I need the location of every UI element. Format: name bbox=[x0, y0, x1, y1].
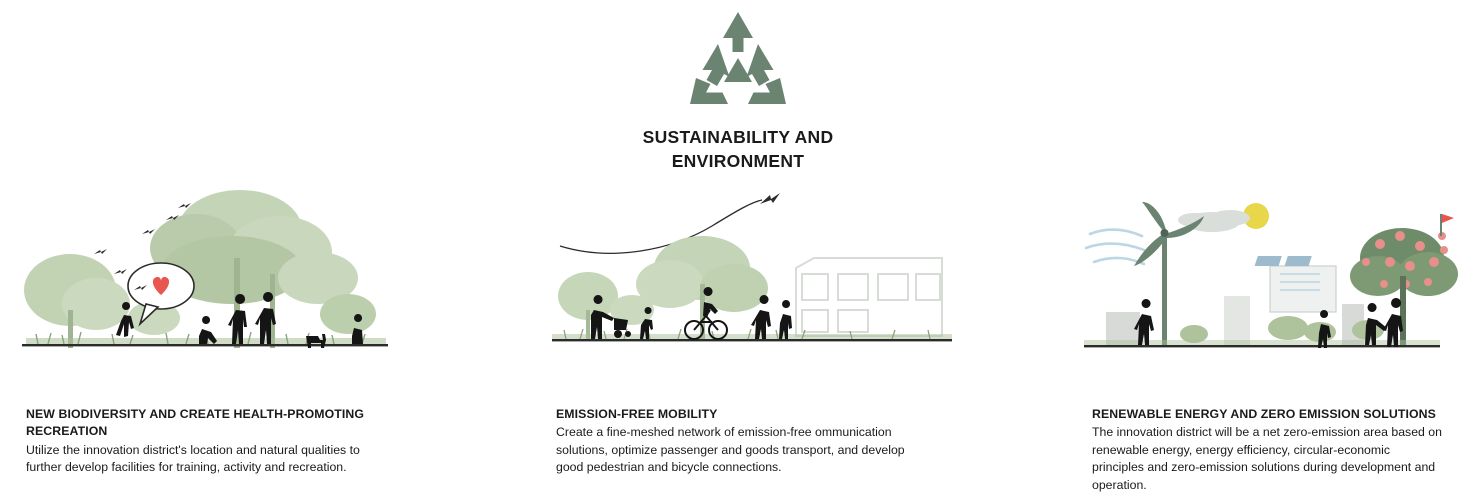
panel-renewable-energy bbox=[984, 178, 1476, 500]
illustration-emission-free-mobility bbox=[552, 192, 1044, 384]
recycle-icon bbox=[684, 8, 792, 117]
caption-mobility bbox=[556, 406, 906, 477]
caption-title: NEW BIODIVERSITY AND CREATE HEALTH-PROMOTING RECREATION bbox=[26, 407, 365, 439]
illustration-renewable-energy bbox=[1084, 200, 1476, 392]
caption-body: The innovation district will be a net zero-emission area based on renewable energy, energy efficiency, circular-economic principles and zero-emission solutions during development and operation. bbox=[1092, 425, 1442, 492]
panel-mobility bbox=[492, 178, 984, 500]
bird-icon bbox=[760, 193, 780, 204]
caption-title: RENEWABLE ENERGY AND ZERO EMISSION SOLUTIONS bbox=[1092, 407, 1436, 421]
page-title: SUSTAINABILITY AND ENVIRONMENT bbox=[642, 127, 834, 171]
header bbox=[0, 0, 1476, 173]
caption-title: EMISSION-FREE MOBILITY bbox=[556, 407, 718, 421]
stroller-icon bbox=[614, 318, 628, 330]
tram-icon bbox=[796, 258, 942, 336]
panels-row bbox=[0, 178, 1476, 500]
solar-panel-icon bbox=[1255, 256, 1336, 312]
caption-body: Create a fine-meshed network of emission-free ommunication solutions, optimize passenger and goods transport, and develop good pedestrian and bicycle connections. bbox=[556, 425, 905, 475]
recycle-icon-wrap bbox=[0, 8, 1476, 116]
caption-renewable-energy bbox=[1092, 406, 1442, 494]
panel-biodiversity bbox=[0, 178, 492, 500]
caption-biodiversity bbox=[26, 406, 376, 477]
illustration-park-recreation bbox=[18, 178, 510, 370]
caption-body: Utilize the innovation district's location and natural qualities to further develop facilities for training, activity and recreation. bbox=[26, 442, 360, 475]
